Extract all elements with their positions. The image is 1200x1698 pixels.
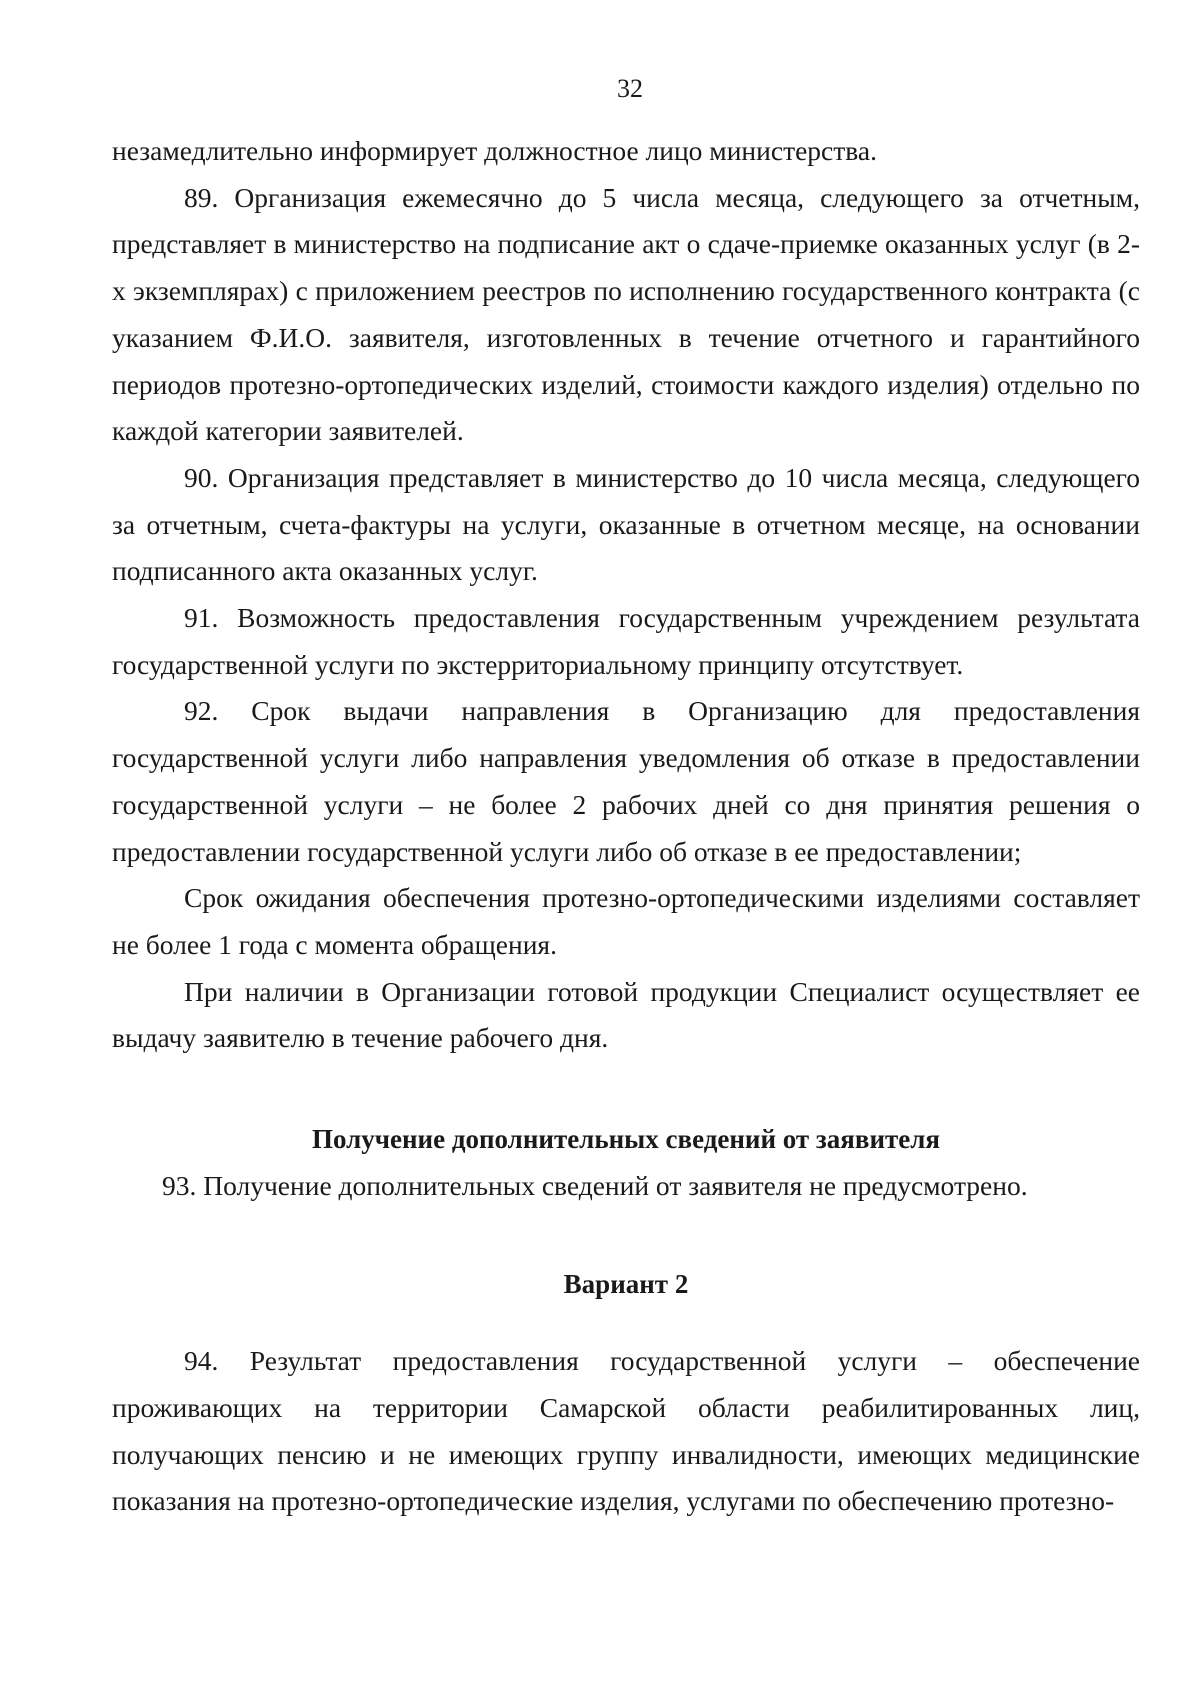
paragraph-94: 94. Результат предоставления государственной услуги – обеспечение проживающих на территории Самарской области реабилитированных лиц, получающих пенсию и не имеющих группу инвалидности, имеющих медицинские показания на протезно-ортопедические изделия, услугами по обеспечению протезно- [112, 1345, 1140, 1517]
paragraph-90: 90. Организация представляет в министерство до 10 числа месяца, следующего за отчетным, счета-фактуры на услуги, оказанные в отчетном месяце, на основании подписанного акта оказанных услуг. [112, 461, 1140, 587]
paragraph-92: 92. Срок выдачи направления в Организацию для предоставления государственной услуги либо направления уведомления об отказе в предоставлении государственной услуги – не более 2 рабочих дней со дня принятия решения о предоставлении государственной услуги либо об отказе в ее предоставлении; [112, 695, 1140, 867]
page-number: 32 [617, 74, 643, 103]
paragraph-continuation: незамедлительно информирует должностное лицо министерства. [112, 135, 877, 166]
paragraph-91: 91. Возможность предоставления государственным учреждением результата государственной услуги по экстерриториальному принципу отсутствует. [112, 602, 1140, 680]
section-heading-variant-2: Вариант 2 [563, 1269, 689, 1300]
paragraph-89: 89. Организация ежемесячно до 5 числа месяца, следующего за отчетным, представляет в министерство на подписание акт о сдаче-приемке оказанных услуг (в 2-х экземплярах) с приложением реестров по исполнению государственного контракта (с указанием Ф.И.О. заявителя, изготовленных в течение отчетного и гарантийного периодов протезно-ортопедических изделий, стоимости каждого изделия) отдельно по каждой категории заявителей. [112, 181, 1140, 447]
paragraph-93: 93. Получение дополнительных сведений от заявителя не предусмотрено. [162, 1169, 1028, 1201]
paragraph-waiting-period: Срок ожидания обеспечения протезно-ортопедическими изделиями составляет не более 1 года с момента обращения. [112, 882, 1140, 960]
document-body [112, 128, 1140, 1525]
section-heading-additional-info: Получение дополнительных сведений от заявителя [311, 1124, 941, 1155]
paragraph-ready-products: При наличии в Организации готовой продукции Специалист осуществляет ее выдачу заявителю в течение рабочего дня. [112, 975, 1140, 1054]
